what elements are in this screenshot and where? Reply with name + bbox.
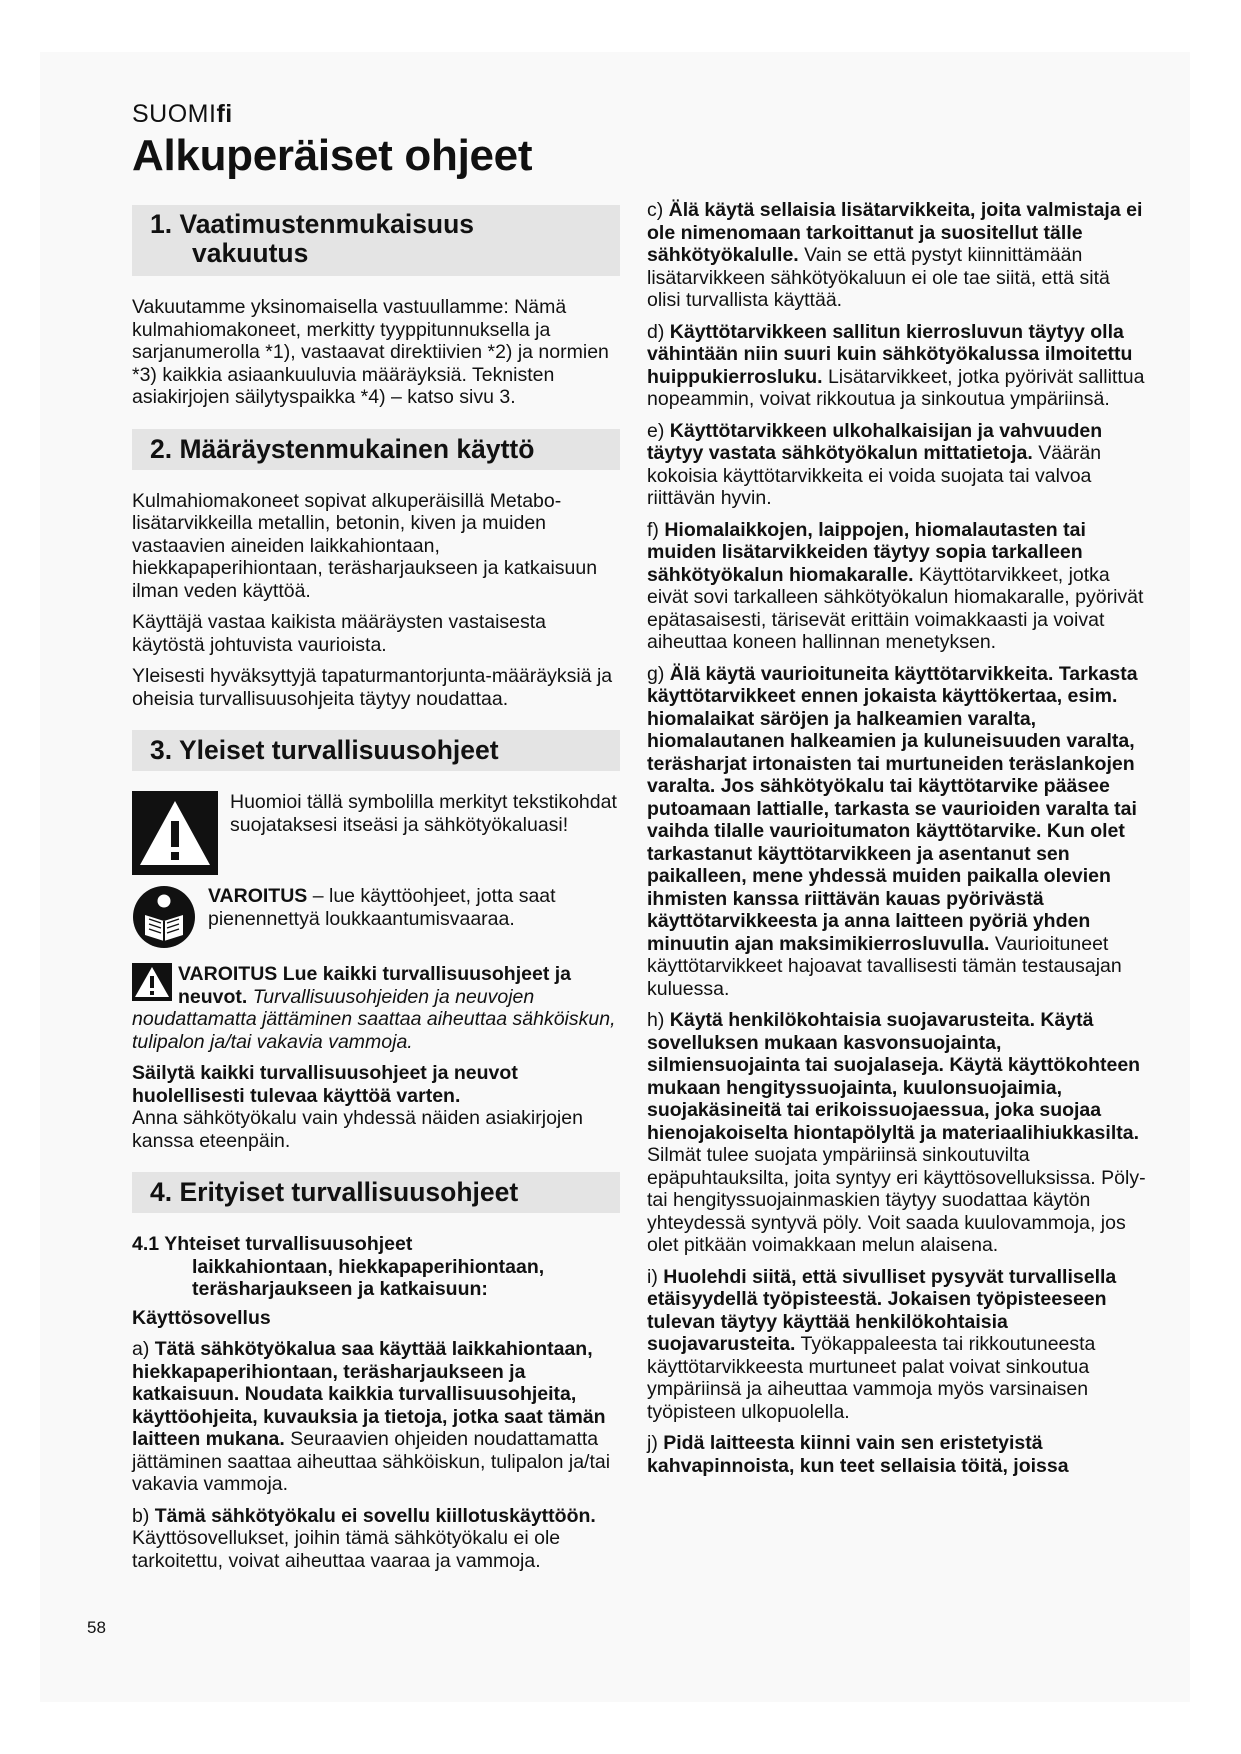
section-2-heading: 2. Määräystenmukainen käyttö bbox=[132, 429, 620, 470]
symbol-note-text: Huomioi tällä symbolilla merkityt tekstikohdat suojataksesi itseäsi ja sähkötyökaluasi! bbox=[230, 791, 617, 836]
subsection-4-1-heading: 4.1 Yhteiset turvallisuusohjeet laikkahiontaan, hiekkapaperihiontaan, teräsharjaukseen ja katkaisuun: bbox=[132, 1233, 545, 1300]
language-label: SUOMIfi bbox=[132, 100, 233, 128]
keep-instructions: Säilytä kaikki turvallisuusohjeet ja neuvot huolellisesti tulevaa käyttöä varten. Anna sähkötyökalu vain yhdessä näiden asiakirjojen kanssa eteenpäin. bbox=[132, 1062, 583, 1152]
read-manual-note bbox=[132, 885, 620, 949]
right-column bbox=[647, 199, 1147, 1486]
warning-symbol-note bbox=[132, 791, 620, 875]
left-column bbox=[132, 205, 620, 1581]
read-manual-icon bbox=[132, 885, 196, 949]
usage-heading: Käyttösovellus bbox=[132, 1306, 271, 1329]
list-item: c) Älä käytä sellaisia lisätarvikkeita, joita valmistaja ei ole nimenomaan tarkoittanut ja suositellut tälle sähkötyökalulle. Vain se että pystyt kiinnittämään lisätarvikkeen sähkötyökaluun ei ole tae siitä, että sitä olisi turvallista käyttää. bbox=[647, 199, 1143, 311]
warning-triangle-small-icon bbox=[132, 963, 172, 1001]
list-item: a) Tätä sähkötyökalua saa käyttää laikkahiontaan, hiekkapaperihiontaan, teräsharjaukseen ja katkaisuun. Noudata kaikkia turvallisuusohjeita, käyttöohjeita, kuvauksia ja tietoja, jotka saat tämän laitteen mukana. Seuraavien ohjeiden noudattamatta jättäminen saattaa aiheuttaa sähköiskun, tulipalon ja/tai vakavia vammoja. bbox=[132, 1338, 611, 1495]
section-3-heading: 3. Yleiset turvallisuusohjeet bbox=[132, 730, 620, 771]
list-item: f) Hiomalaikkojen, laippojen, hiomalautasten tai muiden lisätarvikkeiden täytyy sopia tarkalleen sähkötyökalun hiomakaralle. Käyttötarvikkeet, jotka eivät sovi tarkalleen sähkötyökalun hiomakaralle, pyörivät epätasaisesti, tärisevät erittäin voimakkaasti ja voivat aiheuttaa koneen hallinnan menetyksen. bbox=[647, 518, 1144, 653]
list-item: g) Älä käytä vaurioituneita käyttötarvikkeita. Tarkasta käyttötarvikkeet ennen jokaista käyttökertaa, esim. hiomalaikat säröjen ja halkeamien varalta, hiomalautanen halkeamien ja kuluneisuuden varalta, teräsharjat irtonaisten tai murtuneiden teräslankojen varalta. Jos sähkötyökalu tai käyttötarvike pääsee putoamaan lattialle, tarkasta se vaurioiden varalta tai vaihda tilalle vaurioitumaton käyttötarvike. Kun olet tarkastanut käyttötarvikkeen ja asentanut sen paikalleen, mene yhdessä muiden paikalla olevien ihmisten kanssa riittävän kauas pyörivästä käyttötarvikkeesta ja anna laitteen pyöriä yhden minuutin ajan maksimikierrosluvulla. Vaurioituneet käyttötarvikkeet hajoavat tavallisesti tämän testausajan kuluessa. bbox=[647, 662, 1138, 1000]
list-item: h) Käytä henkilökohtaisia suojavarusteita. Käytä sovelluksen mukaan kasvonsuojainta, silmiensuojainta tai suojalaseja. Käytä käyttökohteen mukaan hengityssuojainta, kuulonsuojaimia, suojakäsineitä tai erikoissuojaessua, joka suojaa hienojakoiselta hiontapölyltä ja materiaalihiukkasilta. Silmät tulee suojata ympäriinsä sinkoutuvilta epäpuhtauksilta, joita syntyy eri käyttösovelluksissa. Pöly- tai hengityssuojainmaskien täytyy suodattaa käytön yhteydessä syntyvä pöly. Voit saada kuulovammoja, jos olet pitkään voimakkaan melun alaisena. bbox=[647, 1009, 1146, 1256]
section-1-body: Vakuutamme yksinomaisella vastuullamme: Nämä kulmahiomakoneet, merkitty tyyppitunnuksella ja sarjanumerolla *1), vastaavat direktiivien *2) ja normien *3) kaikkia asiaankuuluvia määräyksiä. Teknisten asiakirjojen säilytyspaikka *4) – katso sivu 3. bbox=[132, 296, 609, 408]
section-2-paragraph-3: Yleisesti hyväksyttyjä tapaturmantorjunta-määräyksiä ja oheisia turvallisuusohjeita täytyy noudattaa. bbox=[132, 665, 613, 710]
section-2-paragraph-1: Kulmahiomakoneet sopivat alkuperäisillä Metabo-lisätarvikkeilla metallin, betonin, kiven ja muiden vastaavien aineiden laikkahiontaan, hiekkapaperihiontaan, teräsharjaukseen ja katkaisuun ilman veden käyttöä. bbox=[132, 489, 598, 602]
list-item: b) Tämä sähkötyökalu ei sovellu kiillotuskäyttöön. Käyttösovellukset, joihin tämä sähkötyökalu ei ole tarkoitettu, voivat aiheuttaa vaaraa ja vammoja. bbox=[132, 1504, 596, 1572]
list-item: i) Huolehdi siitä, että sivulliset pysyvät turvallisella etäisyydellä työpisteestä. Jokaisen työpisteeseen tulevan täytyy käyttää henkilökohtaisia suojavarusteita. Työkappaleesta tai rikkoutuneesta käyttötarvikkeesta murtuneet palat voivat sinkoutua ympäriinsä ja aiheuttaa vammoja myös varsinaisen työpisteen ulkopuolella. bbox=[647, 1265, 1117, 1423]
warning-triangle-icon bbox=[132, 791, 218, 875]
section-2-paragraph-2: Käyttäjä vastaa kaikista määräysten vastaisesta käytöstä johtuvista vaurioista. bbox=[132, 611, 547, 656]
list-item: d) Käyttötarvikkeen sallitun kierrosluvun täytyy olla vähintään niin suuri kuin sähkötyökalussa ilmoitettu huippukierrosluku. Lisätarvikkeet, jotka pyörivät sallittua nopeammin, voivat rikkoutua ja sinkoutua ympäriinsä. bbox=[647, 320, 1145, 410]
read-all-warnings: VAROITUS Lue kaikki turvallisuusohjeet ja neuvot. Turvallisuusohjeiden ja neuvojen noudattamatta jättäminen saattaa aiheuttaa sähköiskun, tulipalon ja/tai vakavia vammoja. bbox=[132, 963, 616, 1053]
page-title: Alkuperäiset ohjeet bbox=[132, 131, 533, 180]
page-number: 58 bbox=[87, 1618, 106, 1637]
section-1-heading: 1. Vaatimustenmukaisuus vakuutus bbox=[132, 205, 620, 276]
read-manual-text: VAROITUS – lue käyttöohjeet, jotta saat pienennettyä loukkaantumisvaaraa. bbox=[208, 885, 556, 930]
section-4-heading: 4. Erityiset turvallisuusohjeet bbox=[132, 1172, 620, 1213]
list-item: e) Käyttötarvikkeen ulkohalkaisijan ja vahvuuden täytyy vastata sähkötyökalun mittatietoja. Väärän kokoisia käyttötarvikkeita ei voida suojata tai valvoa riittävän hyvin. bbox=[647, 419, 1103, 509]
list-item: j) Pidä laitteesta kiinni vain sen eristetyistä kahvapinnoista, kun teet sellaisia töitä, joissa bbox=[647, 1432, 1069, 1477]
